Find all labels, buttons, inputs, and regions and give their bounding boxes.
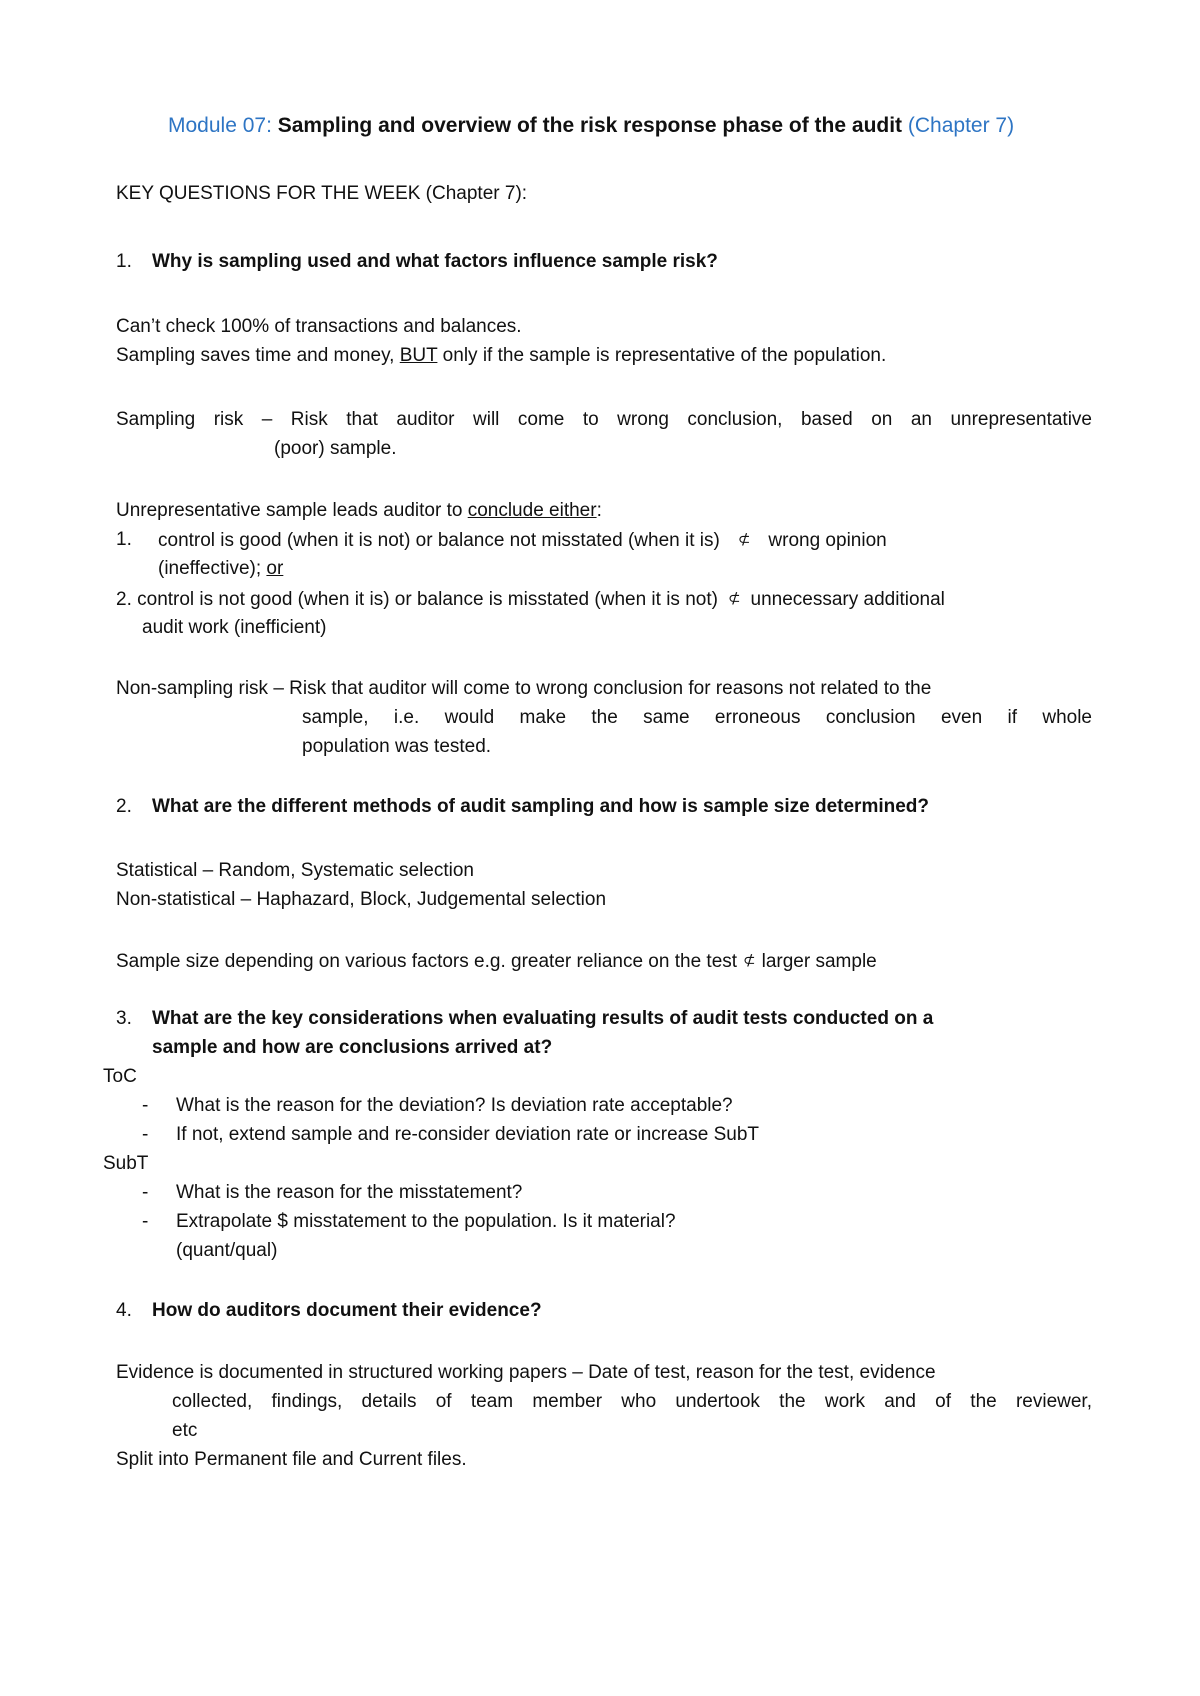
unrep-a: Unrepresentative sample leads auditor to — [116, 500, 468, 521]
dash: - — [142, 1095, 149, 1116]
dash: - — [142, 1124, 149, 1145]
sampling-risk-line-2: (poor) sample. — [274, 438, 397, 459]
q1-line-2 — [116, 342, 886, 370]
q1-line-2-b: only if the sample is representative of the population. — [437, 345, 887, 366]
evidence-line-1: Evidence is documented in structured working papers – Date of test, reason for the test, evidence — [116, 1362, 936, 1383]
list-item-1-number: 1. — [116, 529, 132, 550]
unrep-underline: conclude either — [467, 500, 597, 521]
nonsampling-line-1: Non-sampling risk – Risk that auditor will come to wrong conclusion for reasons not related to the — [116, 678, 932, 699]
unrepresentative-line — [116, 497, 602, 525]
subt-label: SubT — [103, 1153, 149, 1174]
nonstatistical-line: Non-statistical – Haphazard, Block, Judgemental selection — [116, 889, 607, 910]
q1-but: BUT — [399, 345, 438, 366]
module-title — [168, 112, 1014, 140]
arrow-icon: ⊄ — [727, 590, 741, 607]
question-1-text: Why is sampling used and what factors influence sample risk? — [152, 251, 718, 272]
unrep-b: : — [596, 500, 602, 521]
sampling-risk-line-1: Sampling risk – Risk that auditor will come to wrong conclusion, based on an unrepresentative — [116, 409, 1092, 430]
question-2-text: What are the different methods of audit sampling and how is sample size determined? — [152, 796, 930, 817]
module-title-text: Sampling and overview of the risk response phase of the audit — [271, 114, 908, 137]
question-3-number: 3. — [116, 1008, 132, 1029]
question-3-cont: sample and how are conclusions arrived at? — [152, 1037, 553, 1058]
toc-item-1 — [142, 1092, 733, 1120]
list-item-1 — [158, 526, 1092, 555]
arrow-icon: ⊄ — [737, 531, 751, 548]
subt-item-2-text: Extrapolate $ misstatement to the population. Is it material? — [176, 1211, 676, 1232]
list-item-1-or: or — [266, 558, 284, 579]
arrow-icon: ⊄ — [743, 952, 756, 969]
sample-size-line — [116, 947, 877, 976]
question-3-text-1: What are the key considerations when evaluating results of audit tests conducted on a — [152, 1008, 934, 1029]
list-item-2-a: 2. control is not good (when it is) or balance is misstated (when it is not) — [116, 589, 718, 610]
subt-item-2 — [142, 1208, 676, 1236]
list-item-1-b: wrong opinion — [768, 530, 887, 551]
dash: - — [142, 1211, 149, 1232]
question-3 — [116, 1005, 933, 1033]
list-item-1-a: control is good (when it is not) or balance not misstated (when it is) — [158, 530, 720, 551]
list-item-2 — [116, 585, 945, 614]
dash: - — [142, 1182, 149, 1203]
question-1-number: 1. — [116, 251, 132, 272]
key-questions-heading: KEY QUESTIONS FOR THE WEEK (Chapter 7): — [116, 183, 528, 204]
list-item-1-c: (ineffective); — [158, 558, 267, 579]
subt-item-2-cont: (quant/qual) — [176, 1240, 278, 1261]
sample-size-b: larger sample — [761, 951, 877, 972]
module-label: Module 07: — [168, 114, 272, 137]
evidence-line-2: collected, findings, details of team member who undertook the work and of the reviewer, — [172, 1391, 1092, 1412]
toc-item-2 — [142, 1121, 759, 1149]
evidence-line-3: etc — [172, 1420, 198, 1441]
chapter-label: (Chapter 7) — [907, 114, 1015, 137]
statistical-line: Statistical – Random, Systematic selection — [116, 860, 474, 881]
list-item-2-cont: audit work (inefficient) — [142, 617, 327, 638]
list-item-2-b: unnecessary additional — [750, 589, 945, 610]
question-4-text: How do auditors document their evidence? — [152, 1300, 542, 1321]
toc-item-1-text: What is the reason for the deviation? Is deviation rate acceptable? — [176, 1095, 733, 1116]
question-1 — [116, 248, 718, 276]
q1-line-2-a: Sampling saves time and money, — [116, 345, 400, 366]
subt-item-1 — [142, 1179, 522, 1207]
question-2 — [116, 793, 929, 821]
nonsampling-line-3: population was tested. — [302, 736, 492, 757]
subt-item-1-text: What is the reason for the misstatement? — [176, 1182, 523, 1203]
question-4 — [116, 1297, 542, 1325]
nonsampling-line-2: sample, i.e. would make the same erroneous conclusion even if whole — [302, 707, 1092, 728]
q1-line-1: Can’t check 100% of transactions and balances. — [116, 316, 522, 337]
question-2-number: 2. — [116, 796, 132, 817]
toc-label: ToC — [103, 1066, 137, 1087]
list-item-1-cont — [158, 555, 283, 583]
question-4-number: 4. — [116, 1300, 132, 1321]
sample-size-a: Sample size depending on various factors e.g. greater reliance on the test — [116, 951, 738, 972]
split-line: Split into Permanent file and Current files. — [116, 1449, 467, 1470]
toc-item-2-text: If not, extend sample and re-consider deviation rate or increase SubT — [176, 1124, 759, 1145]
